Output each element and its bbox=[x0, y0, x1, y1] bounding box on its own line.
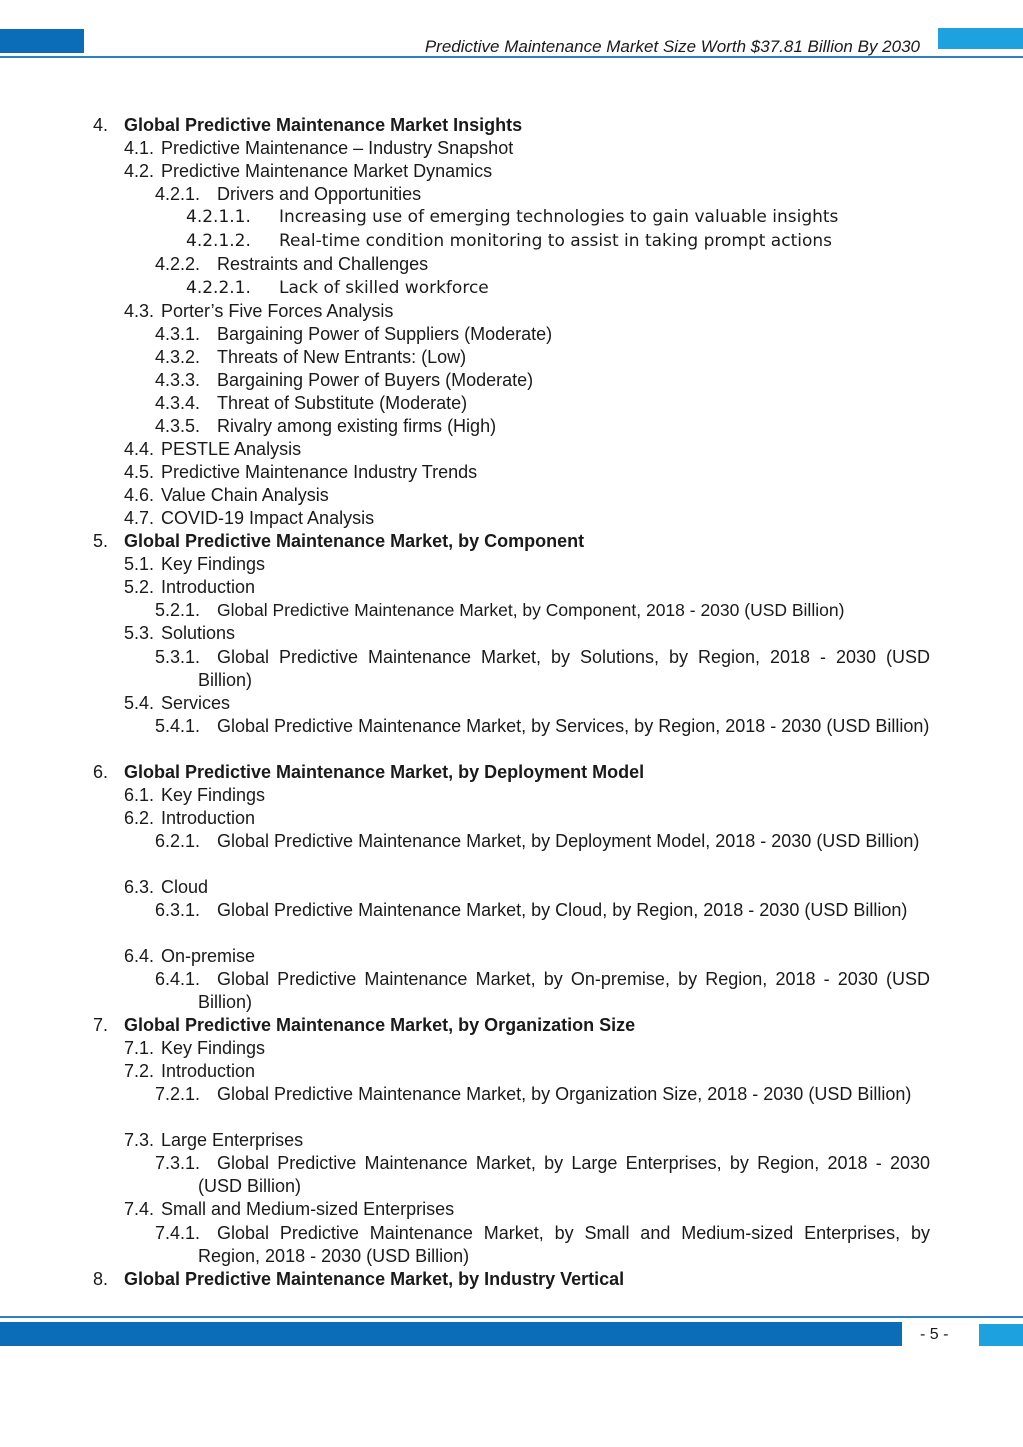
page-number: - 5 - bbox=[920, 1326, 949, 1343]
header-accent-left bbox=[0, 29, 84, 53]
footer-rule bbox=[0, 1316, 1023, 1318]
header-accent-right bbox=[938, 28, 1023, 49]
header-title: Predictive Maintenance Market Size Worth $37.81 Billion By 2030 bbox=[424, 37, 920, 56]
header-rule bbox=[0, 56, 1023, 58]
footer-bar bbox=[0, 1322, 902, 1346]
footer-accent-right bbox=[979, 1324, 1023, 1346]
